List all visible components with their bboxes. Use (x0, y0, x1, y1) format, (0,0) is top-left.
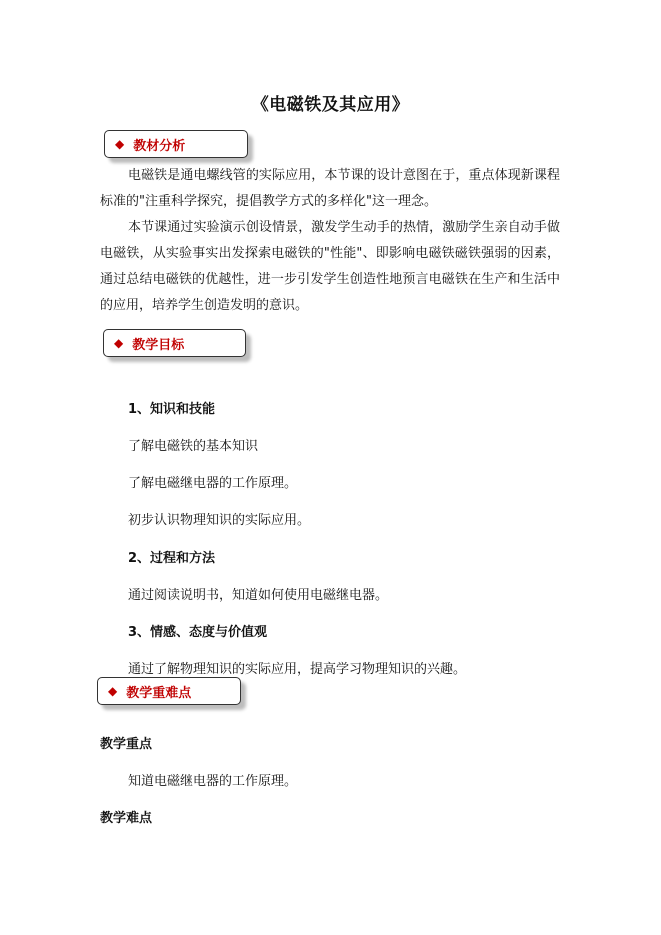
goal-item: 初步认识物理知识的实际应用。 (128, 513, 311, 528)
goal-item: 通过阅读说明书，知道如何使用电磁继电器。 (128, 588, 389, 603)
goal-heading-attitude: 3、情感、态度与价值观 (128, 625, 268, 640)
diamond-icon: ◆ (114, 336, 124, 350)
analysis-paragraph-2: 本节课通过实验演示创设情景，激发学生动手的热情，激励学生亲自动手做电磁铁，从实验事实出发探索电磁铁的"性能"、即影响电磁铁磁铁强弱的因素，通过总结电磁铁的优越性，进一步引发学生创造性地预言电磁铁在生产和生活中的应用，培养学生创造发明的意识。 (100, 220, 560, 313)
section-header-analysis (104, 130, 248, 158)
goal-heading-process: 2、过程和方法 (128, 551, 216, 566)
key-point-heading: 教学重点 (100, 737, 153, 752)
page-title: 《电磁铁及其应用》 (251, 95, 410, 115)
goal-heading-knowledge: 1、知识和技能 (128, 402, 216, 417)
analysis-paragraph-1: 电磁铁是通电螺线管的实际应用，本节课的设计意图在于，重点体现新课程标准的"注重科学探究，提倡教学方式的多样化"这一理念。 (100, 168, 560, 209)
goal-item: 了解电磁继电器的工作原理。 (128, 476, 298, 491)
section-label: 教学目标 (132, 337, 185, 353)
key-point-text: 知道电磁继电器的工作原理。 (128, 774, 298, 789)
goal-item: 了解电磁铁的基本知识 (128, 439, 259, 454)
section-header-goals (103, 329, 246, 357)
section-header-key-points (97, 677, 241, 705)
diamond-icon: ◆ (108, 684, 118, 698)
diamond-icon: ◆ (115, 137, 125, 151)
section-label: 教学重难点 (126, 685, 192, 701)
section-label: 教材分析 (133, 138, 186, 154)
difficulty-heading: 教学难点 (100, 811, 153, 826)
goal-item: 通过了解物理知识的实际应用，提高学习物理知识的兴趣。 (128, 662, 467, 677)
